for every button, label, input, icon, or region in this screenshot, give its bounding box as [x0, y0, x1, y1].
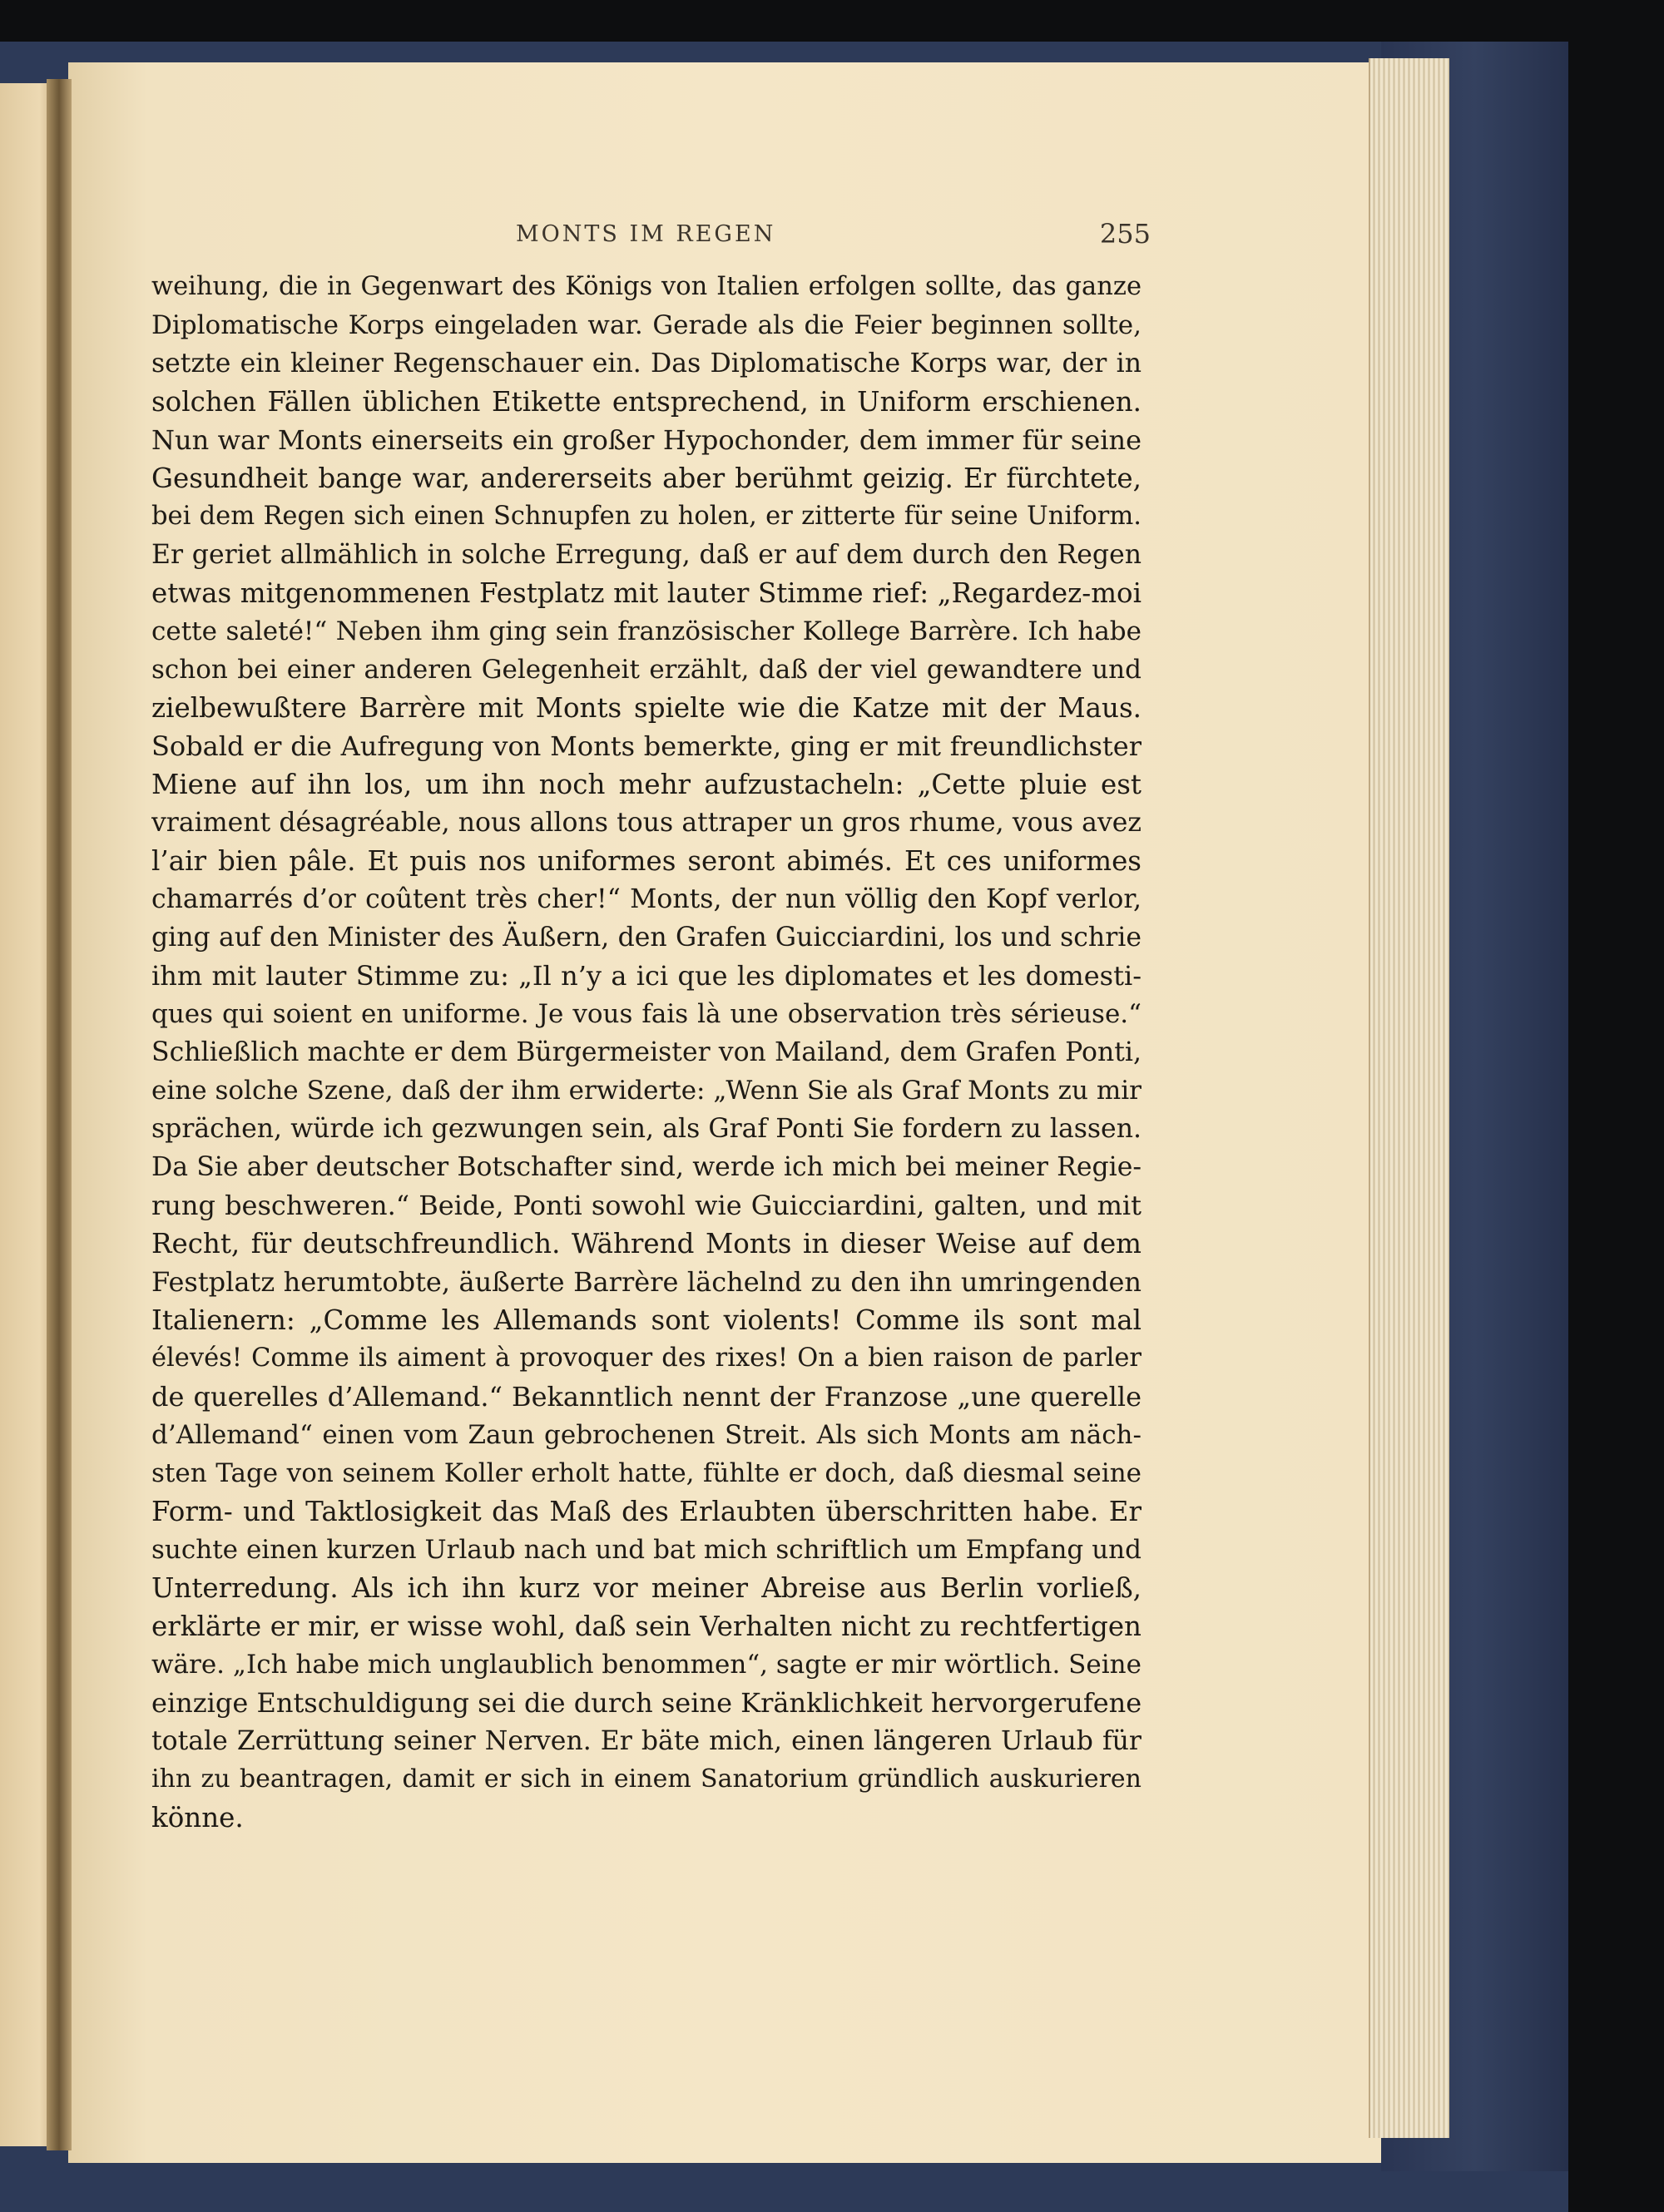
- text-line: einzige Entschuldigung sei die durch seine Kränklichkeit hervorgerufene: [151, 1687, 1142, 1719]
- text-line: Form- und Taktlosigkeit das Maß des Erlaubten überschritten habe. Er: [151, 1496, 1142, 1527]
- text-line: ihm mit lauter Stimme zu: „Il n’y a ici que les diplomates et les domesti-: [151, 960, 1142, 992]
- text-line: bei dem Regen sich einen Schnupfen zu holen, er zitterte für seine Uniform.: [151, 502, 1142, 531]
- page-stack-edge: [1369, 58, 1449, 2138]
- text-line: etwas mitgenommenen Festplatz mit lauter Stimme rief: „Regardez-moi: [151, 577, 1142, 609]
- text-line: Italienern: „Comme les Allemands sont violents! Comme ils sont mal: [151, 1304, 1142, 1336]
- text-line: solchen Fällen üblichen Etikette entsprechend, in Uniform erschienen.: [151, 386, 1142, 418]
- text-line: totale Zerrüttung seiner Nerven. Er bäte mich, einen längeren Urlaub für: [151, 1726, 1142, 1756]
- text-line: élevés! Comme ils aiment à provoquer des rixes! On a bien raison de parler: [151, 1344, 1142, 1373]
- text-line: Schließlich machte er dem Bürgermeister von Mailand, dem Grafen Ponti,: [151, 1037, 1142, 1067]
- text-line: Miene auf ihn los, um ihn noch mehr aufzustacheln: „Cette pluie est: [151, 769, 1142, 800]
- text-line: rung beschweren.“ Beide, Ponti sowohl wie Guicciardini, galten, und mit: [151, 1190, 1142, 1221]
- text-line: weihung, die in Gegenwart des Königs von Italien erfolgen sollte, das ganze: [151, 272, 1142, 301]
- text-line: l’air bien pâle. Et puis nos uniformes seront abimés. Et ces uniformes: [151, 845, 1142, 877]
- text-line: schon bei einer anderen Gelegenheit erzählt, daß der viel gewandtere und: [151, 655, 1142, 685]
- text-line: Er geriet allmählich in solche Erregung, daß er auf dem durch den Regen: [151, 540, 1142, 570]
- text-line: chamarrés d’or coûtent très cher!“ Monts, der nun völlig den Kopf verlor,: [151, 884, 1142, 914]
- text-line: erklärte er mir, er wisse wohl, daß sein Verhalten nicht zu rechtfertigen: [151, 1611, 1142, 1642]
- text-line: ihn zu beantragen, damit er sich in einem Sanatorium gründlich auskurieren: [151, 1764, 1142, 1794]
- text-line: de querelles d’Allemand.“ Bekanntlich nennt der Franzose „une querelle: [151, 1381, 1142, 1413]
- page-number: 255: [1099, 218, 1151, 250]
- text-line: vraiment désagréable, nous allons tous attraper un gros rhume, vous avez: [151, 808, 1142, 838]
- text-line: eine solche Szene, daß der ihm erwiderte: „Wenn Sie als Graf Monts zu mir: [151, 1076, 1142, 1106]
- text-line: sten Tage von seinem Koller erholt hatte, fühlte er doch, daß diesmal seine: [151, 1458, 1142, 1488]
- text-line: d’Allemand“ einen vom Zaun gebrochenen Streit. Als sich Monts am näch-: [151, 1420, 1142, 1450]
- text-line: wäre. „Ich habe mich unglaublich benommen“, sagte er mir wörtlich. Seine: [151, 1650, 1142, 1680]
- text-line: Recht, für deutschfreundlich. Während Monts in dieser Weise auf dem: [151, 1228, 1142, 1259]
- book-gutter: [47, 79, 72, 2150]
- text-line: Sobald er die Aufregung von Monts bemerkte, ging er mit freundlichster: [151, 730, 1142, 762]
- text-line: könne.: [151, 1802, 244, 1833]
- text-line: sprächen, würde ich gezwungen sein, als Graf Ponti Sie fordern zu lassen.: [151, 1114, 1142, 1144]
- text-line: ging auf den Minister des Äußern, den Grafen Guicciardini, los und schrie: [151, 923, 1142, 953]
- running-head: MONTS IM REGEN: [516, 221, 776, 247]
- text-line: Unterredung. Als ich ihn kurz vor meiner Abreise aus Berlin vorließ,: [151, 1572, 1142, 1604]
- text-line: suchte einen kurzen Urlaub nach und bat mich schriftlich um Empfang und: [151, 1535, 1142, 1565]
- text-line: Nun war Monts einerseits ein großer Hypochonder, dem immer für seine: [151, 424, 1142, 456]
- text-line: ques qui soient en uniforme. Je vous fais là une observation très sérieuse.“: [151, 999, 1142, 1029]
- text-line: cette saleté!“ Neben ihm ging sein französischer Kollege Barrère. Ich habe: [151, 616, 1142, 646]
- text-line: Gesundheit bange war, andererseits aber berühmt geizig. Er fürchtete,: [151, 463, 1142, 494]
- text-line: Diplomatische Korps eingeladen war. Gerade als die Feier beginnen sollte,: [151, 310, 1142, 340]
- text-line: setzte ein kleiner Regenschauer ein. Das Diplomatische Korps war, der in: [151, 349, 1142, 379]
- text-line: zielbewußtere Barrère mit Monts spielte wie die Katze mit der Maus.: [151, 692, 1142, 724]
- text-line: Da Sie aber deutscher Botschafter sind, werde ich mich bei meiner Regie-: [151, 1152, 1142, 1182]
- text-line: Festplatz herumtobte, äußerte Barrère lächelnd zu den ihn umringenden: [151, 1266, 1142, 1298]
